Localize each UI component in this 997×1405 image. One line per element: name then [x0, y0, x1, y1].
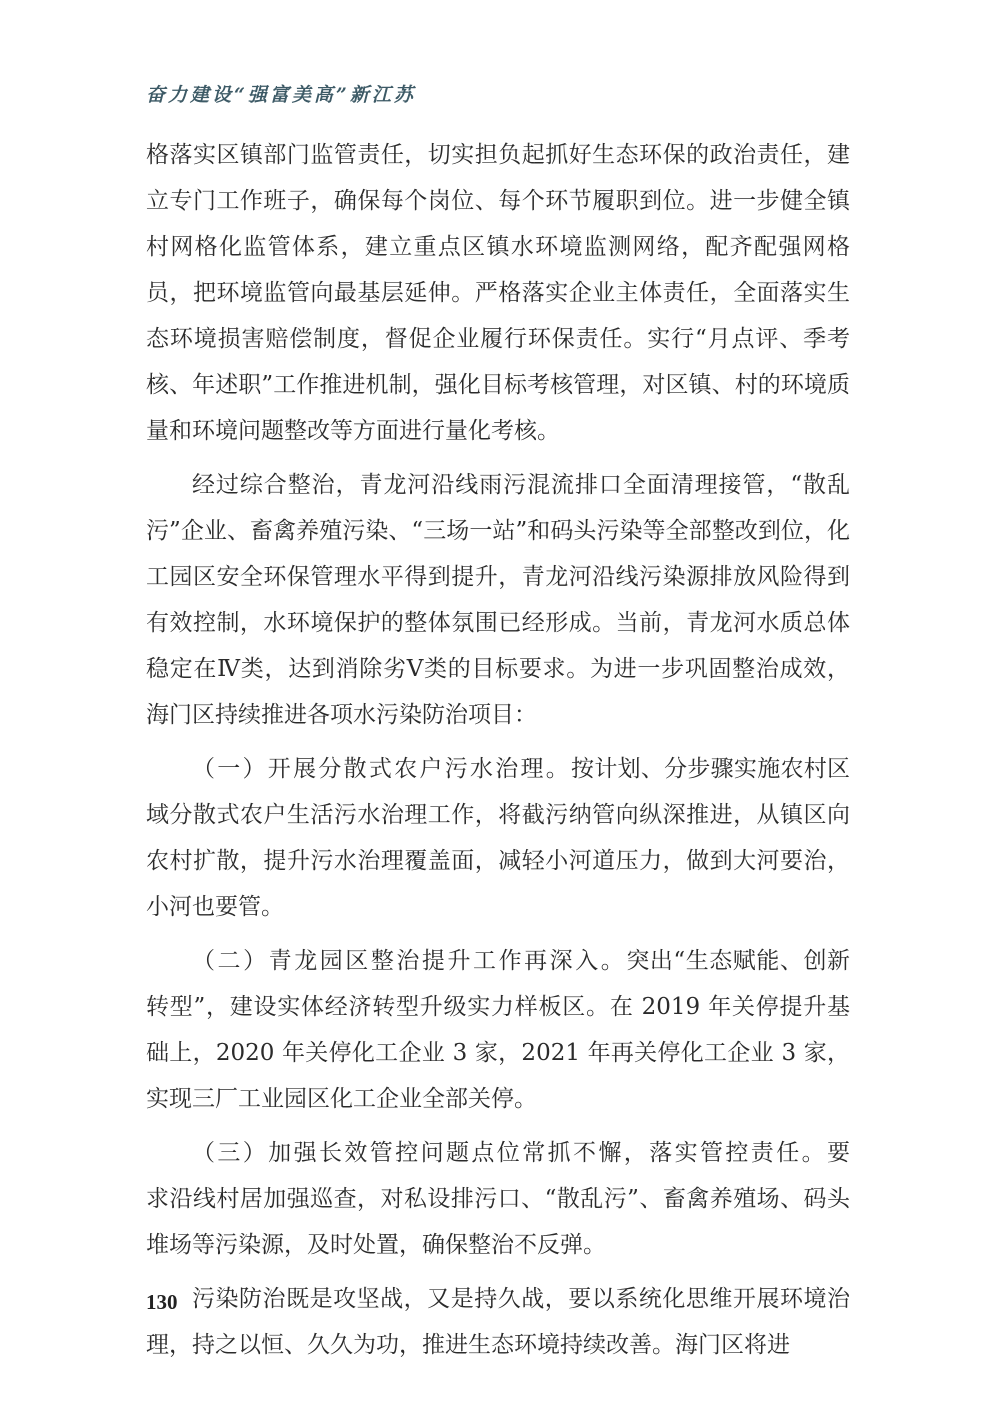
paragraph-1: 格落实区镇部门监管责任，切实担负起抓好生态环保的政治责任，建立专门工作班子，确保每个岗位、每个环节履职到位。进一步健全镇村网格化监管体系，建立重点区镇水环境监测网络，配齐配强网格员，把环境监管向最基层延伸。严格落实企业主体责任，全面落实生态环境损害赔偿制度，督促企业履行环保责任。实行“月点评、季考核、年述职”工作推进机制，强化目标考核管理，对区镇、村的环境质量和环境问题整改等方面进行量化考核。 [146, 142, 850, 444]
running-header: 奋力建设“强富美高”新江苏 [146, 84, 416, 106]
paragraph-3 [146, 746, 850, 930]
section-heading-2: （二）青龙园区整治提升工作再深入。 [192, 948, 627, 974]
paragraph-6: 污染防治既是攻坚战，又是持久战，要以系统化思维开展环境治理，持之以恒、久久为功，推进生态环境持续改善。海门区将进 [146, 1286, 850, 1358]
section-heading-1: （一）开展分散式农户污水治理。 [192, 756, 572, 782]
paragraph-2: 经过综合整治，青龙河沿线雨污混流排口全面清理接管，“散乱污”企业、畜禽养殖污染、“三场一站”和码头污染等全部整改到位，化工园区安全环保管理水平得到提升，青龙河沿线污染源排放风险得到有效控制，水环境保护的整体氛围已经形成。当前，青龙河水质总体稳定在Ⅳ类，达到消除劣Ⅴ类的目标要求。为进一步巩固整治成效，海门区持续推进各项水污染防治项目： [146, 472, 850, 728]
paragraph-5 [146, 1130, 850, 1268]
paragraph-4 [146, 938, 850, 1122]
body-text [146, 132, 850, 1376]
page-number: 130 [146, 1290, 178, 1314]
paragraph-3-text: 按计划、分步骤实施农村区域分散式农户生活污水治理工作，将截污纳管向纵深推进，从镇区向农村扩散，提升污水治理覆盖面，减轻小河道压力，做到大河要治，小河也要管。 [146, 756, 851, 920]
paragraph-5-text: 要求沿线村居加强巡查，对私设排污口、“散乱污”、畜禽养殖场、码头堆场等污染源，及时处置，确保整治不反弹。 [146, 1140, 850, 1258]
paragraph-4-text: 突出“生态赋能、创新转型”，建设实体经济转型升级实力样板区。在 2019 年关停提升基础上，2020 年关停化工企业 3 家，2021 年再关停化工企业 3 家，实现三厂工业园区化工企业全部关停。 [146, 948, 850, 1112]
section-heading-3: （三）加强长效管控问题点位常抓不懈，落实管控责任。 [192, 1140, 827, 1166]
